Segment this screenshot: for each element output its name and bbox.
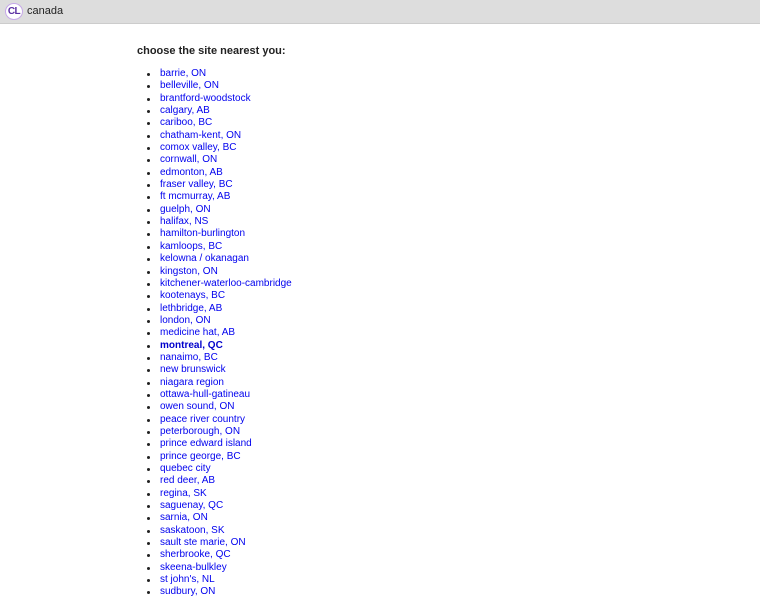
list-item <box>143 340 292 352</box>
site-link[interactable]: brantford-woodstock <box>160 92 251 104</box>
site-link[interactable]: belleville, ON <box>160 80 219 92</box>
list-item <box>143 352 292 364</box>
list-item <box>143 562 292 574</box>
list-item <box>143 549 292 561</box>
site-link[interactable]: sarnia, ON <box>160 512 208 524</box>
site-link[interactable]: red deer, AB <box>160 475 216 487</box>
list-item <box>143 401 292 413</box>
site-link[interactable]: owen sound, ON <box>160 401 235 413</box>
site-link[interactable]: prince george, BC <box>160 450 241 462</box>
site-link[interactable]: sault ste marie, ON <box>160 537 246 549</box>
list-item <box>143 204 292 216</box>
page-heading: choose the site nearest you: <box>137 45 286 57</box>
list-item <box>143 377 292 389</box>
list-item <box>143 426 292 438</box>
list-item <box>143 105 292 117</box>
site-link[interactable]: kootenays, BC <box>160 290 226 302</box>
site-link[interactable]: hamilton-burlington <box>160 228 246 240</box>
site-link[interactable]: ottawa-hull-gatineau <box>160 388 251 400</box>
list-item <box>143 488 292 500</box>
list-item <box>143 154 292 166</box>
list-item <box>143 414 292 426</box>
list-item <box>143 290 292 302</box>
site-link[interactable]: cariboo, BC <box>160 117 213 129</box>
list-item <box>143 130 292 142</box>
site-link[interactable]: peace river country <box>160 413 246 425</box>
list-item <box>143 253 292 265</box>
list-item <box>143 228 292 240</box>
site-link[interactable]: kingston, ON <box>160 265 218 277</box>
site-link[interactable]: medicine hat, AB <box>160 327 236 339</box>
list-item <box>143 463 292 475</box>
site-list <box>143 68 292 599</box>
list-item <box>143 586 292 598</box>
list-item <box>143 68 292 80</box>
site-link[interactable]: lethbridge, AB <box>160 302 223 314</box>
site-link[interactable]: quebec city <box>160 463 211 474</box>
list-item <box>143 266 292 278</box>
list-item <box>143 512 292 524</box>
site-link[interactable]: guelph, ON <box>160 203 211 215</box>
list-item <box>143 167 292 179</box>
list-item <box>143 389 292 401</box>
top-bar <box>0 0 760 24</box>
list-item <box>143 80 292 92</box>
site-link[interactable]: sherbrooke, QC <box>160 549 231 561</box>
list-item <box>143 93 292 105</box>
list-item <box>143 179 292 191</box>
site-link[interactable]: kitchener-waterloo-cambridge <box>160 277 292 289</box>
craigslist-logo[interactable]: CL <box>5 3 23 20</box>
site-link[interactable]: edmonton, AB <box>160 166 223 178</box>
site-link[interactable]: peterborough, ON <box>160 425 241 437</box>
list-item <box>143 327 292 339</box>
list-item <box>143 451 292 463</box>
site-link[interactable]: london, ON <box>160 314 211 326</box>
site-link[interactable]: new brunswick <box>160 364 226 376</box>
list-item <box>143 303 292 315</box>
list-item <box>143 241 292 253</box>
site-link[interactable]: nanaimo, BC <box>160 351 218 363</box>
site-link[interactable]: saskatoon, SK <box>160 524 225 536</box>
site-link[interactable]: skeena-bulkley <box>160 561 227 573</box>
site-link[interactable]: ft mcmurray, AB <box>160 191 231 203</box>
site-link[interactable]: halifax, NS <box>160 216 209 228</box>
site-link[interactable]: sudbury, ON <box>160 586 216 598</box>
site-link[interactable]: cornwall, ON <box>160 154 218 166</box>
list-item <box>143 438 292 450</box>
site-link[interactable]: comox valley, BC <box>160 142 237 154</box>
site-link[interactable]: niagara region <box>160 376 224 388</box>
list-item <box>143 278 292 290</box>
list-item <box>143 537 292 549</box>
site-link[interactable]: fraser valley, BC <box>160 179 233 191</box>
list-item <box>143 500 292 512</box>
list-item <box>143 191 292 203</box>
list-item <box>143 475 292 487</box>
list-item <box>143 525 292 537</box>
list-item <box>143 364 292 376</box>
site-link[interactable]: regina, SK <box>160 487 207 499</box>
site-link[interactable]: chatham-kent, ON <box>160 129 242 141</box>
site-link[interactable]: prince edward island <box>160 438 252 450</box>
list-item <box>143 142 292 154</box>
list-item <box>143 315 292 327</box>
site-link[interactable]: kamloops, BC <box>160 240 223 252</box>
site-link[interactable]: montreal, QC <box>160 339 223 351</box>
site-link[interactable]: calgary, AB <box>160 105 210 117</box>
site-link[interactable]: st john's, NL <box>160 574 215 586</box>
site-link[interactable]: saguenay, QC <box>160 500 224 512</box>
list-item <box>143 574 292 586</box>
site-link[interactable]: kelowna / okanagan <box>160 253 249 265</box>
list-item <box>143 117 292 129</box>
site-link[interactable]: barrie, ON <box>160 68 207 79</box>
list-item <box>143 216 292 228</box>
breadcrumb-canada[interactable]: canada <box>27 5 64 17</box>
